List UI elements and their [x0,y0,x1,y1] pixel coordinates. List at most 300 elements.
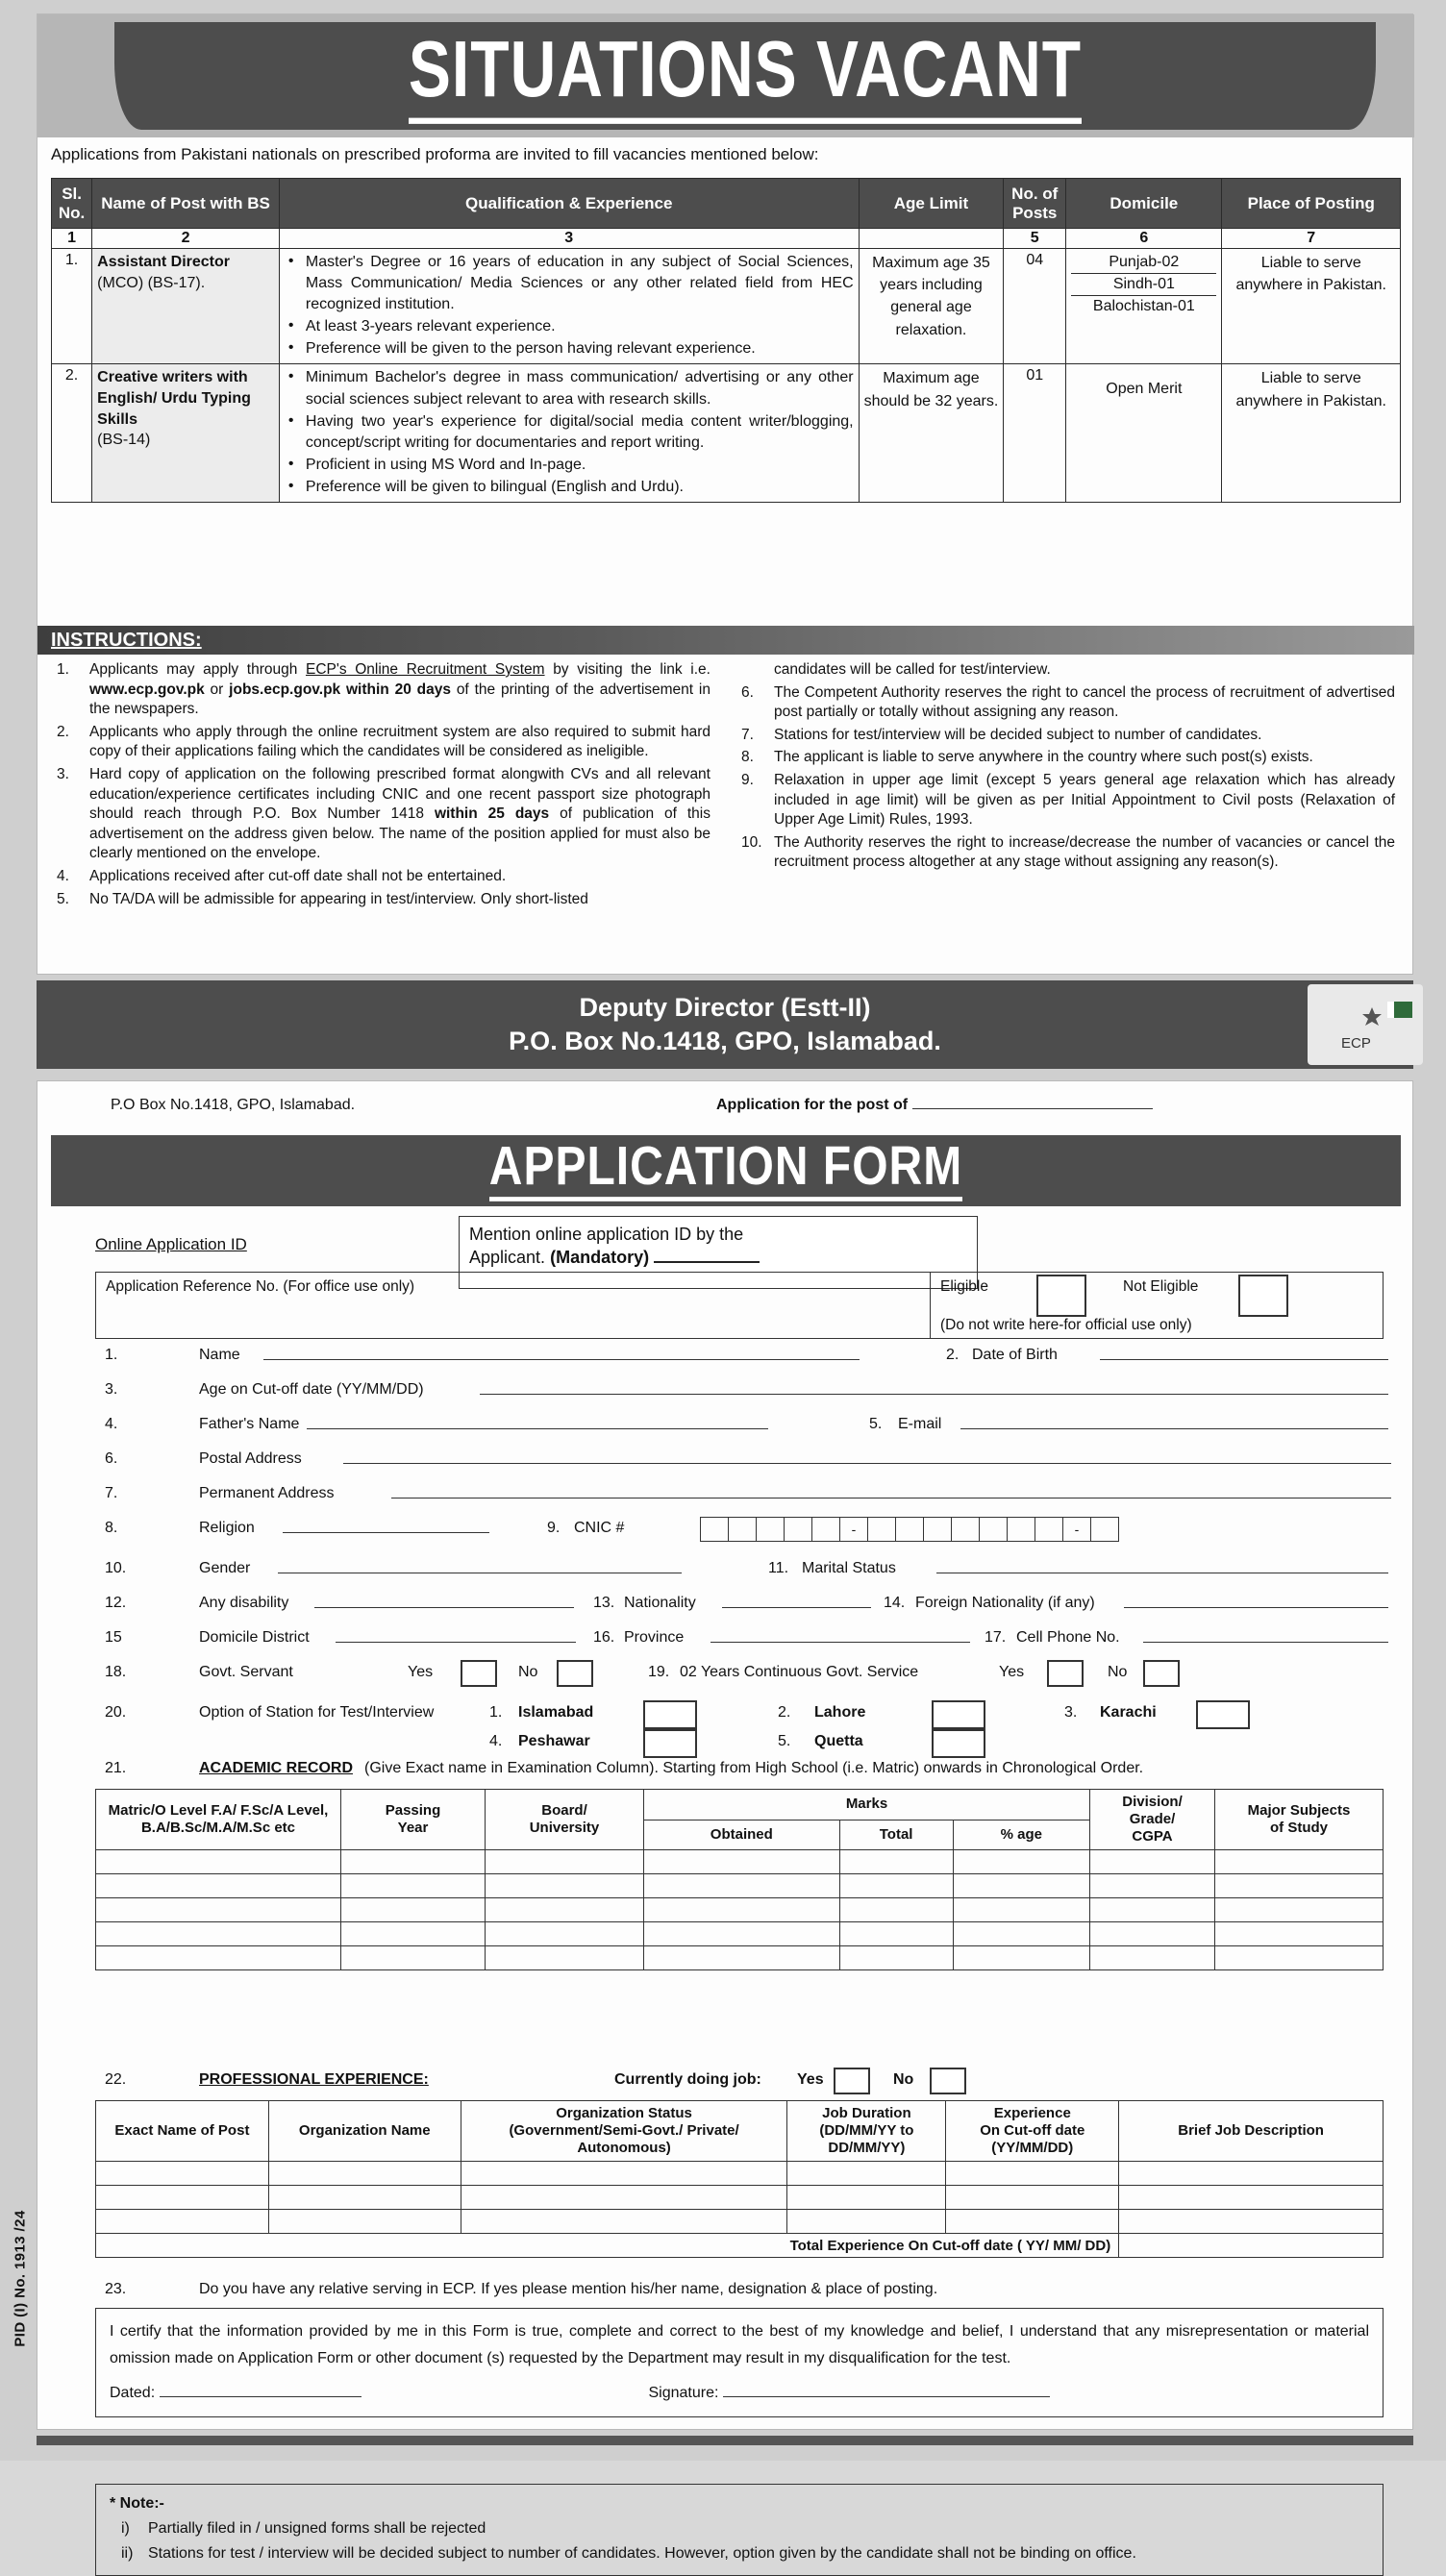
field-5-label: E-mail [898,1416,942,1432]
cell[interactable] [953,1898,1089,1922]
instruction-text: The Authority reserves the right to increase/decrease the number of vacancies or cancel the recruitment process altogether at any stage without assigning any reason(s). [774,833,1395,871]
cell[interactable] [946,2210,1119,2234]
disability-input[interactable] [314,1595,574,1608]
th-major-l2: of Study [1270,1820,1328,1836]
field-13-num: 13. [593,1595,615,1611]
academic-subtitle: (Give Exact name in Examination Column). Starting from High School (i.e. Matric) onwards in Chronological Order. [364,1760,1144,1776]
th-exact-post: Exact Name of Post [96,2101,269,2162]
cell[interactable] [341,1922,486,1946]
q23-text: Do you have any relative serving in ECP. If yes please mention his/her name, designation & place of posting. [199,2281,938,2297]
cell[interactable] [461,2210,787,2234]
cnic-cell[interactable] [700,1517,729,1542]
instruction-item [51,723,711,762]
certification-text: I certify that the information provided by me in this Form is true, complete and correct to the best of my knowledge and belief, I understand that any misrepresentation or material omission made on Application Form or other document (s) requested by the Department may result in my disqualification for the test. [110,2323,1369,2366]
cnic-separator: - [1062,1517,1091,1542]
field-18-label: Govt. Servant [199,1664,293,1680]
th-exp-l2: On Cut-off date [980,2122,1085,2139]
station-1-label: Islamabad [518,1704,594,1721]
application-reference-label: Application Reference No. (For office use only) [96,1273,931,1338]
cell[interactable] [953,1946,1089,1970]
instruction-number: 2. [57,723,69,740]
th-examination [96,1790,341,1850]
academic-record-table-wrap [95,1789,1384,1970]
field-19-label: 02 Years Continuous Govt. Service [680,1664,919,1680]
form-fields [37,1347,1414,1764]
field-9-num: 9. [547,1520,561,1536]
cell[interactable] [1215,1922,1384,1946]
cnic-cell[interactable] [979,1517,1008,1542]
field-3-num: 3. [105,1381,118,1398]
station-4-label: Peshawar [518,1733,590,1749]
cell[interactable] [953,1850,1089,1874]
email-input[interactable] [960,1416,1388,1429]
intro-text: Applications from Pakistani nationals on prescribed proforma are invited to fill vacancies mentioned below: [51,145,819,163]
instruction-text: Hard copy of application on the following prescribed format alongwith CVs and all relevant education/experience certificates including CNIC and one recent passport size photograph should reach through P.O. Box Number 1418 [89,766,711,823]
table-row [52,364,1401,502]
not-eligible-label: Not Eligible [1123,1278,1199,1295]
cell[interactable] [96,2162,269,2186]
field-row-12-13-14 [37,1595,1414,1629]
instructions-right-column [735,660,1395,968]
row2-place: Liable to serve anywhere in Pakistan. [1222,364,1401,502]
instruction-item [51,660,711,720]
cell[interactable] [1090,1850,1215,1874]
instruction-text: Applications received after cut-off date shall not be entertained. [89,868,507,885]
th-status-l1: Organization Status [556,2105,692,2121]
th-no-of-posts: No. of Posts [1004,179,1066,229]
instructions-right-list [735,683,1395,873]
cell[interactable] [644,1898,840,1922]
currently-job-no-label: No [893,2071,914,2088]
online-application-id-input[interactable] [654,1261,760,1263]
cell[interactable] [644,1850,840,1874]
instruction-text: or [204,681,230,698]
instruction-number: 1. [57,661,69,678]
th-dur-l1: Job Duration [822,2105,911,2121]
cell[interactable] [96,2186,269,2210]
cell[interactable] [486,1874,644,1898]
field-5-num: 5. [869,1416,883,1432]
field-row-8-9 [37,1520,1414,1560]
cnic-cell[interactable] [811,1517,840,1542]
cnic-cell[interactable] [867,1517,896,1542]
field-11-num: 11. [768,1560,789,1576]
row2-domicile [1066,364,1222,502]
th-post-name: Name of Post with BS [92,179,280,229]
cell[interactable] [787,2186,946,2210]
note-title: * Note:- [110,2495,164,2512]
station-quetta-checkbox[interactable] [932,1729,985,1758]
instruction-number: 8. [741,749,754,766]
colnum-6: 6 [1066,229,1222,249]
province-input[interactable] [711,1629,970,1643]
row2-post [92,364,280,502]
cell[interactable] [268,2186,461,2210]
permanent-address-input[interactable] [391,1485,1391,1499]
cell-phone-input[interactable] [1143,1629,1388,1643]
row1-posts: 04 [1004,249,1066,364]
field-17-label: Cell Phone No. [1016,1629,1120,1646]
currently-job-no-checkbox[interactable] [930,2068,966,2094]
field-8-num: 8. [105,1520,118,1536]
deputy-director-bar [37,980,1413,1069]
instruction-number: 4. [57,868,69,885]
cell[interactable] [787,2162,946,2186]
continuous-service-no-label: No [1108,1664,1128,1680]
field-7-label: Permanent Address [199,1485,335,1501]
th-board-l1: Board/ [541,1802,587,1819]
svg-text:ECP: ECP [1341,1035,1371,1052]
note-1-num: ii) [121,2545,134,2562]
cell[interactable] [1090,1898,1215,1922]
row2-domicile-0: Open Merit [1106,381,1183,398]
application-form-block [37,1080,1413,2562]
field-20-label: Option of Station for Test/Interview [199,1704,435,1721]
field-4-num: 4. [105,1416,118,1432]
station-peshawar-checkbox[interactable] [643,1729,697,1758]
gender-input[interactable] [278,1560,682,1573]
religion-input[interactable] [283,1520,489,1533]
instruction-text: www.ecp.gov.pk [89,681,205,698]
field-12-num: 12. [105,1595,127,1611]
row1-qual-list [285,252,854,359]
academic-title: ACADEMIC RECORD [199,1760,353,1776]
cell[interactable] [1215,1850,1384,1874]
instruction-number: 7. [741,726,754,743]
govt-servant-no-checkbox[interactable] [557,1660,593,1687]
dated-label: Dated: [110,2385,156,2401]
th-job-duration [787,2101,946,2162]
application-for-post-label: Application for the post of [716,1097,909,1113]
th-passing-year [341,1790,486,1850]
cell[interactable] [644,1922,840,1946]
cell[interactable] [1090,1922,1215,1946]
cell[interactable] [341,1898,486,1922]
instruction-text: The Competent Authority reserves the right to cancel the process of recruitment of advertised post partially or totally without assigning any reason. [774,683,1395,721]
instruction-text: of publication of this advertisement on the address given below. The name of the position applied for must also be clearly mentioned on the envelope. [89,805,711,862]
field-row-6 [37,1450,1414,1485]
cell[interactable] [839,1898,953,1922]
cell[interactable] [96,1946,341,1970]
cell[interactable] [839,1946,953,1970]
domicile-district-input[interactable] [336,1629,576,1643]
station-islamabad-checkbox[interactable] [643,1700,697,1729]
cell[interactable] [96,1850,341,1874]
pid-strip [4,2105,37,2451]
th-status-l2: (Government/Semi-Govt./ Private/ [509,2122,739,2139]
currently-doing-job-label: Currently doing job: [614,2071,761,2088]
crescent-star-flag-icon [1312,988,1418,1061]
cell[interactable] [96,1898,341,1922]
instruction-text: Stations for test/interview will be decided subject to number of candidates. [774,726,1262,743]
instructions-heading: INSTRUCTIONS: [51,630,202,651]
field-row-18-19 [37,1664,1414,1704]
th-major-l1: Major Subjects [1247,1802,1351,1819]
field-15-label: Domicile District [199,1629,310,1646]
cnic-input[interactable] [701,1517,1119,1542]
advertisement-block [37,13,1413,975]
field-3-label: Age on Cut-off date (YY/MM/DD) [199,1381,424,1398]
marital-status-input[interactable] [936,1560,1388,1573]
field-15-num: 15 [105,1629,122,1646]
th-dur-l3: DD/MM/YY) [828,2140,906,2156]
cell[interactable] [268,2210,461,2234]
field-2-num: 2. [946,1347,960,1363]
cell[interactable] [341,1850,486,1874]
table-row[interactable] [96,1874,1384,1898]
cell[interactable] [839,1850,953,1874]
deputy-director-line1: Deputy Director (Estt-II) [579,992,871,1022]
th-dur-l2: (DD/MM/YY to [819,2122,914,2139]
row2-qual-list [285,367,854,497]
application-form-title: APPLICATION FORM [489,1140,962,1201]
table-row[interactable] [96,1922,1384,1946]
cell[interactable] [341,1874,486,1898]
row1-domicile-2: Balochistan-01 [1092,298,1195,315]
cell[interactable] [1119,2234,1384,2258]
instruction-number: 9. [741,772,754,789]
table-row[interactable] [96,2162,1384,2186]
instruction-item [51,890,711,910]
cell[interactable] [644,1946,840,1970]
govt-servant-yes-label: Yes [408,1664,434,1680]
th-percentage: % age [953,1820,1089,1850]
row2-qual-2: • Proficient in using MS Word and In-page. [304,455,854,476]
jobs-table-column-numbers [52,229,1401,249]
eligibility-box [931,1273,1383,1338]
instruction-text: The applicant is liable to serve anywhere in the country where such post(s) exists. [774,749,1313,766]
cell[interactable] [1119,2186,1384,2210]
cell[interactable] [1119,2210,1384,2234]
cnic-cell[interactable] [923,1517,952,1542]
cell[interactable] [461,2162,787,2186]
instruction-text: Relaxation in upper age limit (except 5 years general age relaxation which has already included in age limit) will be given as per Initial Appointment to Civil posts (Relaxation of Upper Age Limit) Rules, 1993. [774,772,1395,829]
cell[interactable] [946,2186,1119,2210]
cell[interactable] [486,1946,644,1970]
table-row[interactable] [96,2186,1384,2210]
field-8-label: Religion [199,1520,255,1536]
deputy-director-line2: P.O. Box No.1418, GPO, Islamabad. [509,1027,941,1055]
th-organization-status [461,2101,787,2162]
cell[interactable] [486,1850,644,1874]
cell[interactable] [486,1922,644,1946]
ecp-logo-icon [1308,984,1423,1065]
date-of-birth-input[interactable] [1100,1347,1388,1360]
cell[interactable] [953,1922,1089,1946]
cell[interactable] [953,1874,1089,1898]
th-place-of-posting: Place of Posting [1222,179,1401,229]
signature-label: Signature: [648,2385,719,2401]
application-form-title-bar [51,1135,1401,1206]
instruction-item [735,726,1395,746]
professional-header-row [96,2101,1384,2162]
cnic-cell[interactable] [756,1517,785,1542]
instruction-number: 5. [57,890,69,907]
instruction-text: Applicants may apply through [89,661,306,678]
father-name-input[interactable] [307,1416,768,1429]
instructions-bar [37,626,1414,655]
th-sl-no: Sl. No. [52,179,92,229]
cell[interactable] [486,1898,644,1922]
govt-servant-no-label: No [518,1664,538,1680]
cnic-cell[interactable] [951,1517,980,1542]
cnic-cell[interactable] [1007,1517,1035,1542]
field-row-10-11 [37,1560,1414,1595]
instruction-text: Applicants who apply through the online recruitment system are also required to submit hard copy of their applications failing which the candidates will be considered as ineligible. [89,723,711,760]
cell[interactable] [839,1922,953,1946]
list-item [121,2517,1369,2540]
cnic-cell[interactable] [1035,1517,1063,1542]
note-box [95,2484,1384,2576]
row1-qual-2: • Preference will be given to the person having relevant experience. [304,338,854,359]
station-lahore-checkbox[interactable] [932,1700,985,1729]
row2-post-sub: (BS-14) [97,432,151,449]
cell[interactable] [96,2210,269,2234]
not-eligible-checkbox[interactable] [1238,1275,1288,1317]
field-20-num: 20. [105,1704,127,1721]
instruction-item [735,748,1395,768]
field-row-20a [37,1704,1414,1733]
professional-experience-table-wrap [95,2100,1384,2258]
instruction-item [735,683,1395,723]
cell[interactable] [946,2162,1119,2186]
field-2-label: Date of Birth [972,1347,1058,1363]
currently-job-yes-checkbox[interactable] [834,2068,870,2094]
th-div-l2: Grade/ [1129,1811,1176,1827]
th-exp-l1: Experience [993,2105,1071,2121]
row2-sl: 2. [52,364,92,502]
th-organization-name: Organization Name [268,2101,461,2162]
instruction-text[interactable]: ECP's Online Recruitment System [306,661,545,678]
instructions-right-continuation: candidates will be called for test/interview. [774,661,1051,678]
station-2-label: Lahore [814,1704,866,1721]
foreign-nationality-input[interactable] [1124,1595,1388,1608]
cnic-cell[interactable] [895,1517,924,1542]
th-obtained: Obtained [644,1820,840,1850]
field-16-num: 16. [593,1629,615,1646]
field-row-7 [37,1485,1414,1520]
row1-qual-1: • At least 3-years relevant experience. [304,316,854,337]
cnic-cell[interactable] [1090,1517,1119,1542]
field-19-num: 19. [648,1664,670,1680]
banner [37,14,1414,137]
cnic-cell[interactable] [784,1517,812,1542]
continuous-service-yes-checkbox[interactable] [1047,1660,1084,1687]
cell[interactable] [787,2210,946,2234]
table-row[interactable] [96,1946,1384,1970]
bottom-strip [37,2436,1413,2445]
th-pass-l1: Passing [385,1802,441,1819]
nationality-input[interactable] [722,1595,871,1608]
instruction-number: 10. [741,833,762,851]
field-4-label: Father's Name [199,1416,300,1432]
cell[interactable] [268,2162,461,2186]
application-reference-box [95,1272,1384,1339]
dated-input[interactable] [160,2396,362,2397]
instructions-columns [51,660,1401,968]
station-karachi-checkbox[interactable] [1196,1700,1250,1729]
field-1-num: 1. [105,1347,118,1363]
th-board-university [486,1790,644,1850]
row1-post-sub: (MCO) (BS-17). [97,274,206,291]
th-qualification: Qualification & Experience [279,179,859,229]
field-18-num: 18. [105,1664,127,1680]
field-1-label: Name [199,1347,240,1363]
row1-domicile [1066,249,1222,364]
th-board-l2: University [529,1820,600,1836]
row2-qual-3: • Preference will be given to bilingual (English and Urdu). [304,477,854,498]
postal-address-input[interactable] [343,1450,1391,1464]
cell[interactable] [1215,1898,1384,1922]
field-16-label: Province [624,1629,685,1646]
colnum-2: 2 [92,229,280,249]
instruction-item [735,833,1395,873]
station-3-label: Karachi [1100,1704,1157,1721]
eligible-checkbox[interactable] [1036,1275,1086,1317]
certification-box [95,2308,1384,2417]
colnum-5: 5 [1004,229,1066,249]
th-age-limit: Age Limit [859,179,1004,229]
colnum-3: 3 [279,229,859,249]
cell[interactable] [839,1874,953,1898]
continuous-service-no-checkbox[interactable] [1143,1660,1180,1687]
table-row[interactable] [96,1850,1384,1874]
cell[interactable] [96,1874,341,1898]
field-13-label: Nationality [624,1595,696,1611]
cell[interactable] [1119,2162,1384,2186]
instruction-text: by visiting the link i.e. [544,661,711,678]
field-row-4-5 [37,1416,1414,1450]
banner-title: SITUATIONS VACANT [409,29,1082,124]
govt-servant-yes-checkbox[interactable] [461,1660,497,1687]
age-on-cutoff-input[interactable] [480,1381,1388,1395]
cell[interactable] [1090,1874,1215,1898]
name-input[interactable] [263,1347,860,1360]
cnic-cell[interactable] [728,1517,757,1542]
station-5-num: 5. [778,1733,791,1749]
note-list [110,2517,1369,2565]
field-10-num: 10. [105,1560,127,1576]
professional-experience-table [95,2100,1384,2258]
cell[interactable] [644,1874,840,1898]
colnum-7: 7 [1222,229,1401,249]
cell[interactable] [1090,1946,1215,1970]
cell[interactable] [341,1946,486,1970]
cell[interactable] [1215,1946,1384,1970]
table-row [52,249,1401,364]
cell[interactable] [96,1922,341,1946]
eligible-label: Eligible [940,1278,988,1295]
currently-job-yes-label: Yes [797,2071,824,2088]
instructions-left-column [51,660,711,968]
table-row[interactable] [96,2210,1384,2234]
callout-line2: Applicant. [469,1248,546,1268]
continuous-service-yes-label: Yes [999,1664,1025,1680]
cell[interactable] [461,2186,787,2210]
th-pass-l2: Year [397,1820,429,1836]
form-po-box: P.O Box No.1418, GPO, Islamabad. [111,1097,356,1113]
form-top-row [62,1095,1389,1127]
station-3-num: 3. [1064,1704,1078,1721]
row2-post-name: Creative writers with English/ Urdu Typing Skills [97,369,251,428]
signature-input[interactable] [723,2396,1050,2397]
row1-post [92,249,280,364]
banner-inner [114,22,1376,130]
application-for-post-input[interactable] [912,1108,1153,1109]
instructions-left-list [51,660,711,909]
cell[interactable] [1215,1874,1384,1898]
table-row[interactable] [96,1898,1384,1922]
